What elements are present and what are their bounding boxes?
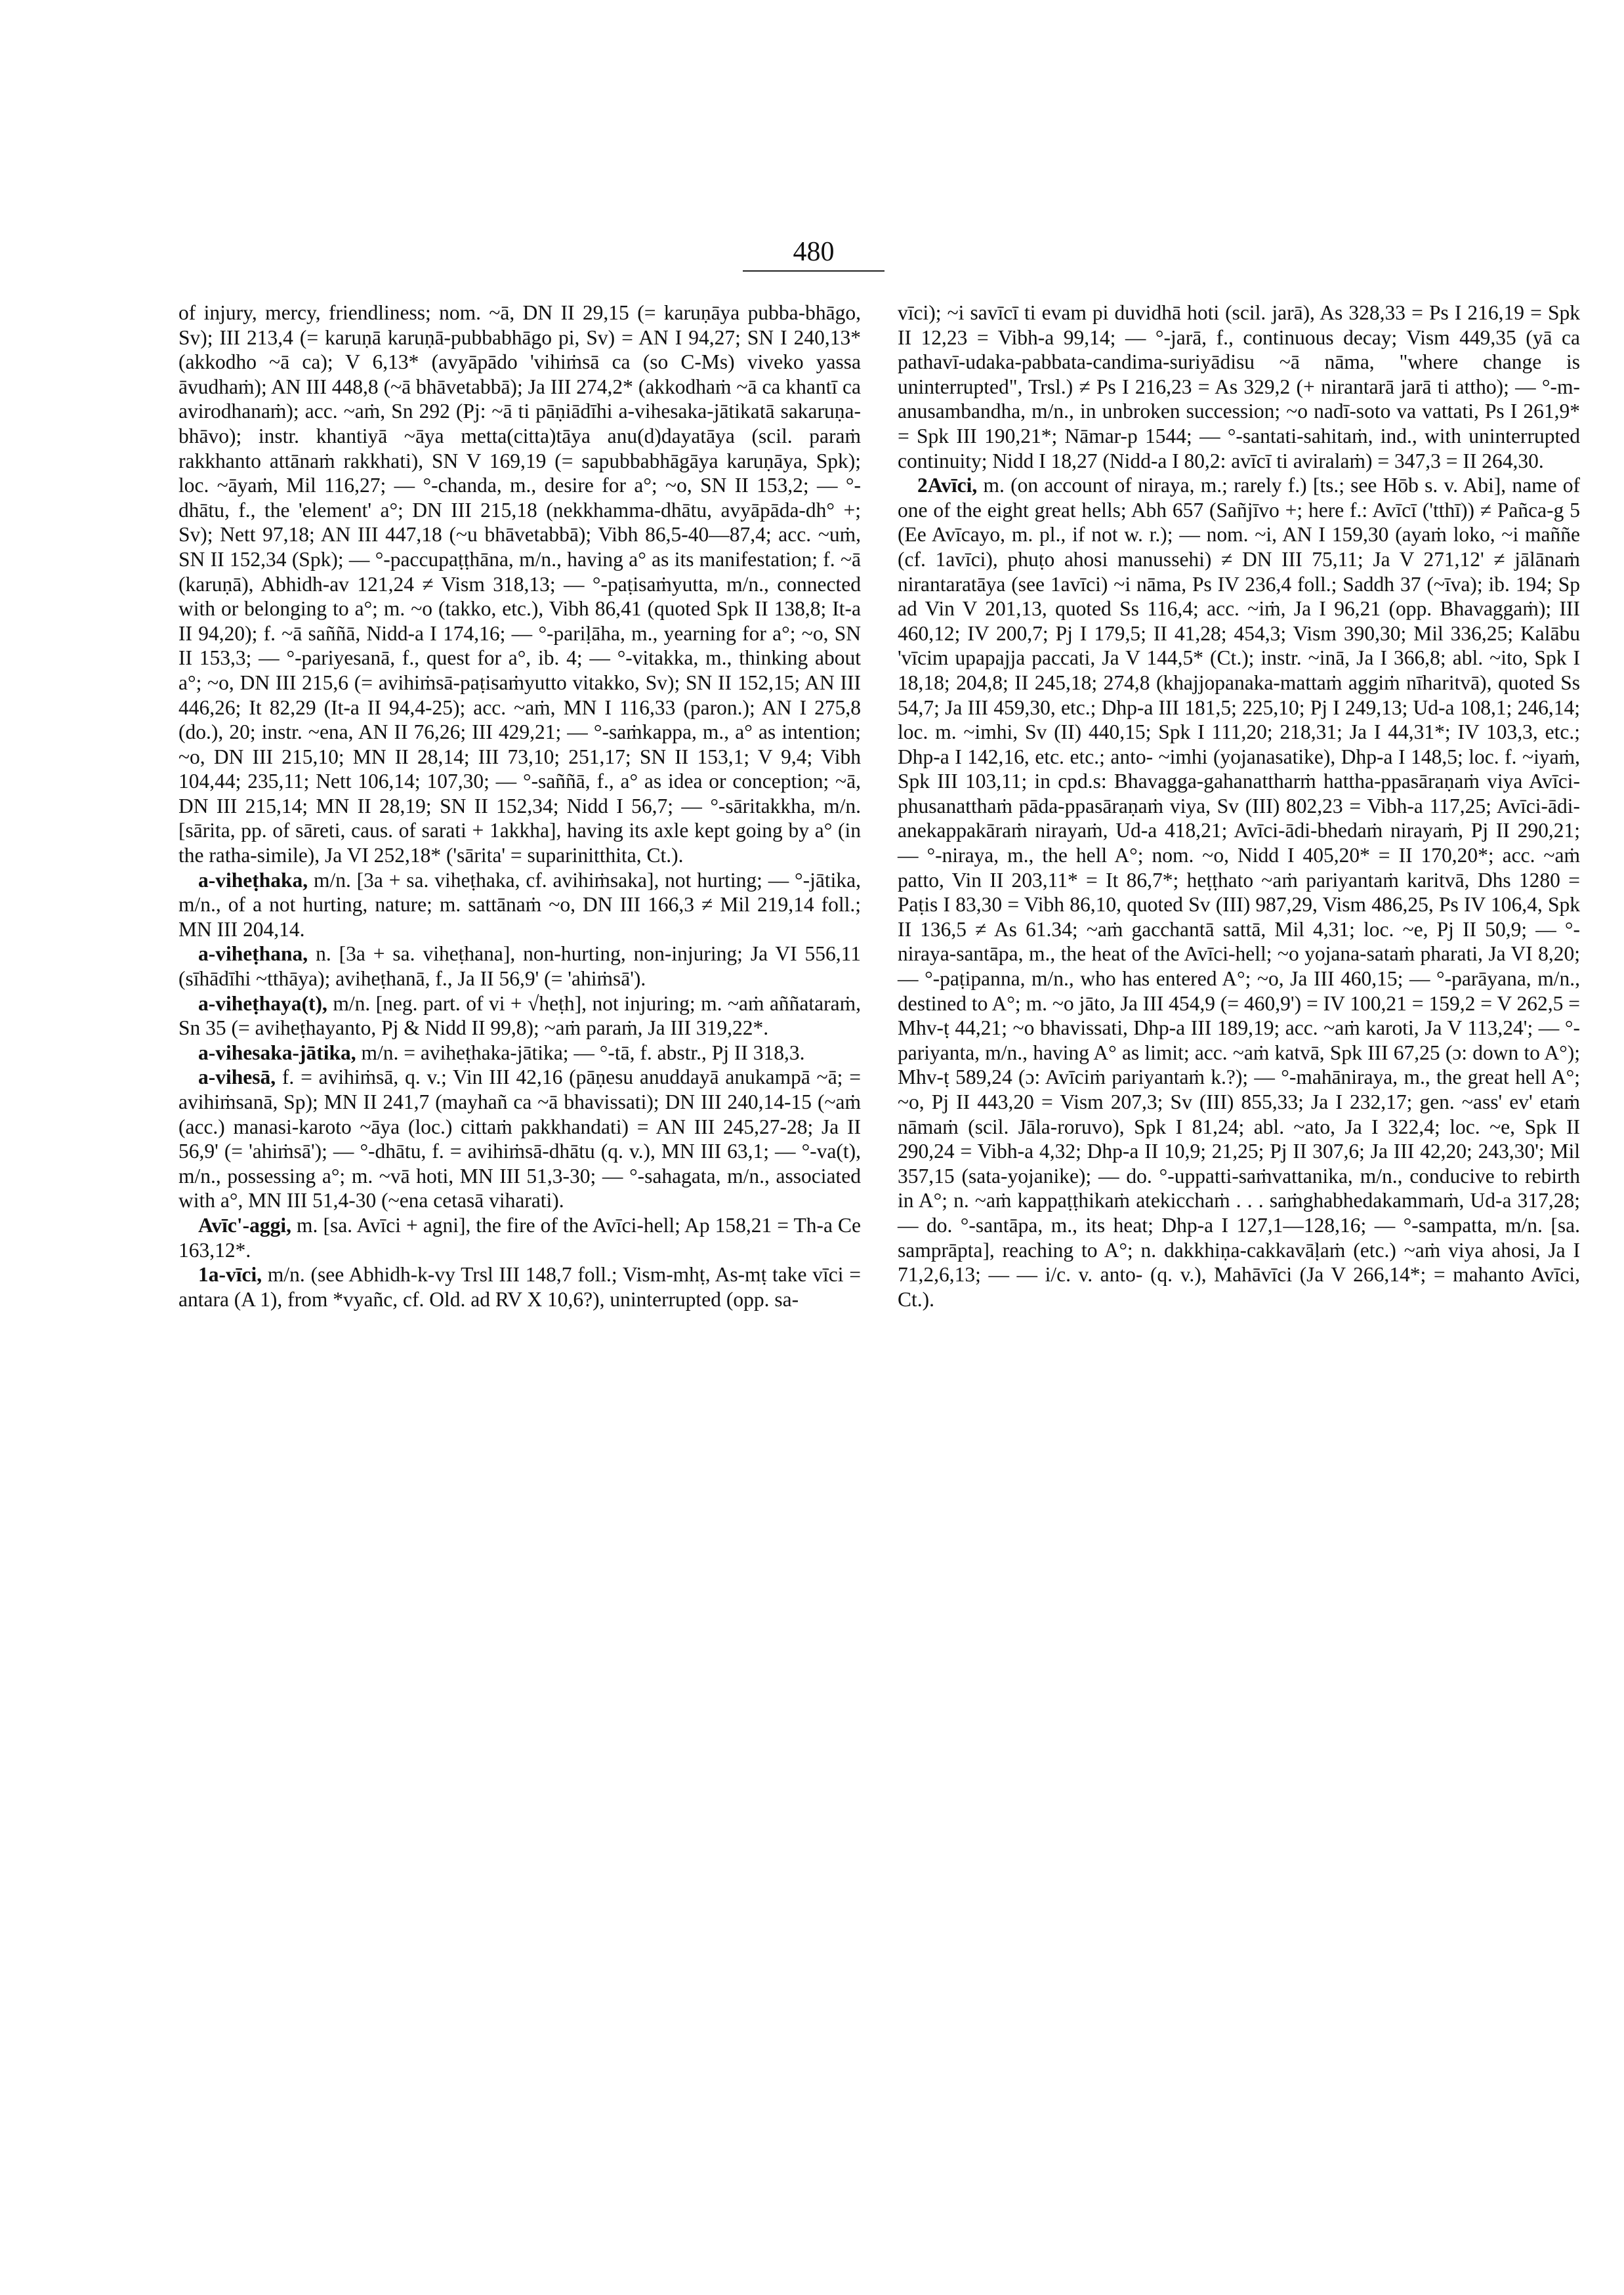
entry-text: m/n. = aviheṭhaka-jātika; — °-tā, f. abstr., Pj II 318,3. [361,1041,805,1064]
entry-a-vihethana [178,941,861,991]
header-rule [743,270,885,272]
entry-a-vihesaka-jatika [178,1041,861,1065]
entry-text: of injury, mercy, friendliness; nom. ~ā, DN II 29,15 (= karuṇāya pubba-bhāgo, Sv); III 213,4 (= karuṇā karuṇā-pubbabhāgo pi, Sv) = AN I 94,27; SN I 240,13* (akkodho ~ā ca); V 6,13* (avyāpādo 'vihiṁsā ca (so C-Ms) viveko yassa āvudhaṁ); AN III 448,8 (~ā bhāvetabbā); Ja III 274,2* (akkodhaṁ ~ā ca khantī ca avirodhanaṁ); acc. ~aṁ, Sn 292 (Pj: ~ā ti pāṇiādīhi a-vihesaka-jātikatā sakaruṇa-bhāvo); instr. khantiyā ~āya metta(citta)tāya anu(d)dayatāya (scil. paraṁ rakkhanto attānaṁ rakkhati), SN V 169,19 (= sapubbabhāgāya karuṇāya, Spk); loc. ~āyaṁ, Mil 116,27; — °-chanda, m., desire for a°; ~o, SN II 153,2; — °-dhātu, f., the 'element' a°; DN III 215,18 (nekkhamma-dhātu, avyāpāda-dh° +; Sv); Nett 97,18; AN III 447,18 (~u bhāvetabbā); Vibh 86,5-40—87,4; acc. ~uṁ, SN II 152,34 (Spk); — °-paccupaṭṭhāna, m/n., having a° as its manifestation; f. ~ā (karuṇā), Abhidh-av 121,24 ≠ Vism 318,13; — °-paṭisaṁyutta, m/n., connected with or belonging to a°; m. ~o (takko, etc.), Vibh 86,41 (quoted Spk II 138,8; It-a II 94,20); f. ~ā saññā, Nidd-a I 174,16; — °-pariḷāha, m., yearning for a°; ~o, SN II 153,3; — °-pariyesanā, f., quest for a°, ib. 4; — °-vitakka, m., thinking about a°; ~o, DN III 215,6 (= avihiṁsā-paṭisaṁyutto vitakko, Sv); SN II 152,15; AN III 446,26; It 82,29 (It-a II 94,4-25); acc. ~aṁ, MN I 116,33 (paron.); AN I 275,8 (do.), 20; instr. ~ena, AN II 76,26; III 429,21; — °-saṁkappa, m., a° as intention; ~o, DN III 215,10; MN II 28,14; III 73,10; 251,17; SN II 153,1; V 9,4; Vibh 104,44; 235,11; Nett 106,14; 107,30; — °-saññā, f., a° as idea or conception; ~ā, DN III 215,14; MN II 28,19; SN II 152,34; Nidd I 56,7; — °-sāritakkha, m/n. [sārita, pp. of sāreti, caus. of sarati + 1akkha], having its axle kept going by a° (in the ratha-simile), Ja VI 252,18* ('sārita' = suparinitthita, Ct.). [178,301,861,867]
headword: 2Avīci, [917,474,978,497]
entry-a-vihethayat [178,991,861,1041]
headword: Avīc'-aggi, [198,1213,292,1237]
headword: a-vihesā, [198,1065,276,1089]
headword: a-viheṭhaka, [198,868,308,892]
entry-text: vīci); ~i savīcī ti evam pi duvidhā hoti (scil. jarā), As 328,33 = Ps I 216,19 = Spk II 12,23 = Vibh-a 99,14; — °-jarā, f., continuous decay; Vism 449,35 (yā ca pathavī-udaka-pabbata-candima-suriyādisu ~ā nāma, "where change is uninterrupted", Trsl.) ≠ Ps I 216,23 = As 329,2 (+ nirantarā jarā ti attho); — °-m-anusambandha, m/n., in unbroken succession; ~o nadī-soto va vattati, Ps I 261,9* = Spk III 190,21*; Nāmar-p 1544; — °-santati-sahitaṁ, ind., with uninterrupted continuity; Nidd I 18,27 (Nidd-a I 80,2: avīcī ti aviralaṁ) = 347,3 = II 264,30. [898,301,1580,472]
entry-text: m. [sa. Avīci + agni], the fire of the Avīci-hell; Ap 158,21 = Th-a Ce 163,12*. [178,1213,861,1262]
entry-text: m/n. [3a + sa. viheṭhaka, cf. avihiṁsaka], not hurting; — °-jātika, m/n., of a not hurting, nature; m. sattānaṁ ~o, DN III 166,3 ≠ Mil 219,14 foll.; MN III 204,14. [178,868,861,941]
headword: a-viheṭhaya(t), [198,991,327,1015]
headword: a-vihesaka-jātika, [198,1041,356,1064]
left-column [178,300,861,1312]
entry-avic-aggi [178,1213,861,1262]
headword: a-viheṭhana, [198,942,308,966]
entry-text: n. [3a + sa. viheṭhana], non-hurting, non-injuring; Ja VI 556,11 (sīhādīhi ~tthāya); aviheṭhanā, f., Ja II 56,9' (= 'ahiṁsā'). [178,942,862,991]
entry-text: m/n. [neg. part. of vi + √heṭh], not injuring; m. ~aṁ aññataraṁ, Sn 35 (= aviheṭhayanto, Pj & Nidd II 99,8); ~aṁ paraṁ, Ja III 319,22*. [178,991,861,1040]
entry-a-vici [178,1262,861,1312]
entry-continuation [898,300,1580,473]
headword: 1a-vīci, [198,1263,262,1287]
entry-text: f. = avihiṁsā, q. v.; Vin III 42,16 (pāṇesu anuddayā anukampā ~ā; = avihiṁsanā, Sp); MN II 241,7 (mayhañ ca ~ā bhavissati); DN III 240,14-15 (~aṁ (acc.) manasi-karoto ~āya (loc.) cittaṁ pakkhandati) = AN III 245,27-28; Ja II 56,9' (= 'ahiṁsā'); — °-dhātu, f. = avihiṁsā-dhātu (q. v.), MN III 63,1; — °-va(t), m/n., possessing a°; m. ~vā hoti, MN III 51,3-30; — °-sahagata, m/n., associated with a°, MN III 51,4-30 (~ena cetasā viharati). [178,1065,862,1212]
page-number: 480 [793,237,835,267]
entry-continuation [178,300,861,868]
right-column [898,300,1580,1312]
entry-avici [898,473,1580,1312]
entry-text: m. (on account of niraya, m.; rarely f.) [ts.; see Hōb s. v. Abi], name of one of the eight great hells; Abh 657 (Sañjīvo +; here f.: Avīcī ('tthī)) ≠ Pañca-g 5 (Ee Avīcayo, m. pl., if not w. r.); — nom. ~i, AN I 159,30 (ayaṁ loko, ~i maññe (cf. 1avīci), phuṭo ahosi manussehi) ≠ DN III 75,11; Ja V 271,12' ≠ jālānaṁ nirantaratāya (see 1avīci) ~i nāma, Ps IV 236,4 foll.; Saddh 37 (~īva); ib. 194; Sp ad Vin V 201,13, quoted Ss 116,4; acc. ~iṁ, Ja I 96,21 (opp. Bhavaggaṁ); III 460,12; IV 200,7; Pj I 179,5; II 41,28; 454,3; Vism 390,30; Mil 336,25; Kalābu 'vīcim upapajja paccati, Ja V 144,5* (Ct.); instr. ~inā, Ja I 366,8; abl. ~ito, Spk I 18,18; 204,8; II 245,18; 274,8 (khajjopanaka-mattaṁ aggiṁ nīharitvā), quoted Ss 54,7; Ja III 459,30, etc.; Dhp-a III 181,5; 225,10; Pj I 249,13; Ud-a 108,1; 246,14; loc. m. ~imhi, Sv (II) 440,15; Spk I 111,20; 218,31; Ja I 44,31*; IV 103,3, etc.; Dhp-a I 142,16, etc. etc.; anto- ~imhi (yojanasatike), Dhp-a I 148,5; loc. f. ~iyaṁ, Spk III 103,11; in cpd.s: Bhavagga-gahanattharṁ hattha-ppasāraṇaṁ viya Avīci-phusanatthaṁ pāda-ppasāraṇaṁ viya, Sv (III) 802,23 = Vibh-a 117,25; Avīci-ādi-anekappakāraṁ nirayaṁ, Ud-a 418,21; Avīci-ādi-bhedaṁ nirayaṁ, Pj II 290,21; — °-niraya, m., the hell A°; nom. ~o, Nidd I 405,20* = II 170,20*; acc. ~aṁ patto, Vin II 203,11* = It 86,7*; heṭṭhato ~aṁ pariyantaṁ karitvā, Dhs 1280 = Paṭis I 83,30 = Vibh 86,10, quoted Sv (III) 987,29, Vism 486,25, Ps IV 106,4, Spk II 136,5 ≠ As 61.34; ~aṁ gacchantā sattā, Mil 4,31; loc. ~e, Pj II 50,9; — °-niraya-santāpa, m., the heat of the Avīci-hell; ~o yojana-sataṁ pharati, Ja VI 8,20; — °-paṭipanna, m/n., who has entered A°; ~o, Ja III 460,15; — °-parāyana, m/n., destined to A°; m. ~o jāto, Ja III 454,9 (= 460,9') = IV 100,21 = 159,2 = V 262,5 = Mhv-ṭ 44,21; ~o bhavissati, Dhp-a III 189,19; acc. ~aṁ karoti, Ja V 113,24'; — °-pariyanta, m/n., having A° as limit; acc. ~aṁ katvā, Spk III 67,25 (ɔ: down to A°); Mhv-ṭ 589,24 (ɔ: Avīciṁ pariyantaṁ k.?); — °-mahāniraya, m., the great hell A°; ~o, Pj II 443,20 = Vism 207,3; Sv (III) 855,33; Ja I 232,17; gen. ~ass' ev' etaṁ nāmaṁ (scil. Jāla-roruvo), Spk I 81,24; abl. ~ato, Ja I 322,4; loc. ~e, Spk II 290,24 = Vibh-a 4,32; Dhp-a II 10,9; 21,25; Pj II 307,6; Ja III 42,20; 243,30'; Mil 357,15 (sata-yojanike); — do. °-uppatti-saṁvattanika, m/n., conducive to rebirth in A°; n. ~aṁ kappaṭṭhikaṁ atekicchaṁ . . . saṁghabhedakammaṁ, Ud-a 317,28; — do. °-santāpa, m., its heat; Dhp-a I 127,1—128,16; — °-sampatta, m/n. [sa. samprāpta], reaching to A°; n. dakkhiṇa-cakkavāḷaṁ (etc.) ~aṁ viya ahosi, Ja I 71,2,6,13; — — i/c. v. anto- (q. v.), Mahāvīci (Ja V 266,14*; = mahanto Avīci, Ct.). [898,474,1581,1311]
entry-a-vihethaka [178,868,861,942]
entry-text: m/n. (see Abhidh-k-vy Trsl III 148,7 foll.; Vism-mhṭ, As-mṭ take vīci = antara (A 1), from *vyañc, cf. Old. ad RV X 10,6?), uninterrupted (opp. sa- [178,1263,861,1311]
entry-a-vihesa [178,1065,861,1213]
